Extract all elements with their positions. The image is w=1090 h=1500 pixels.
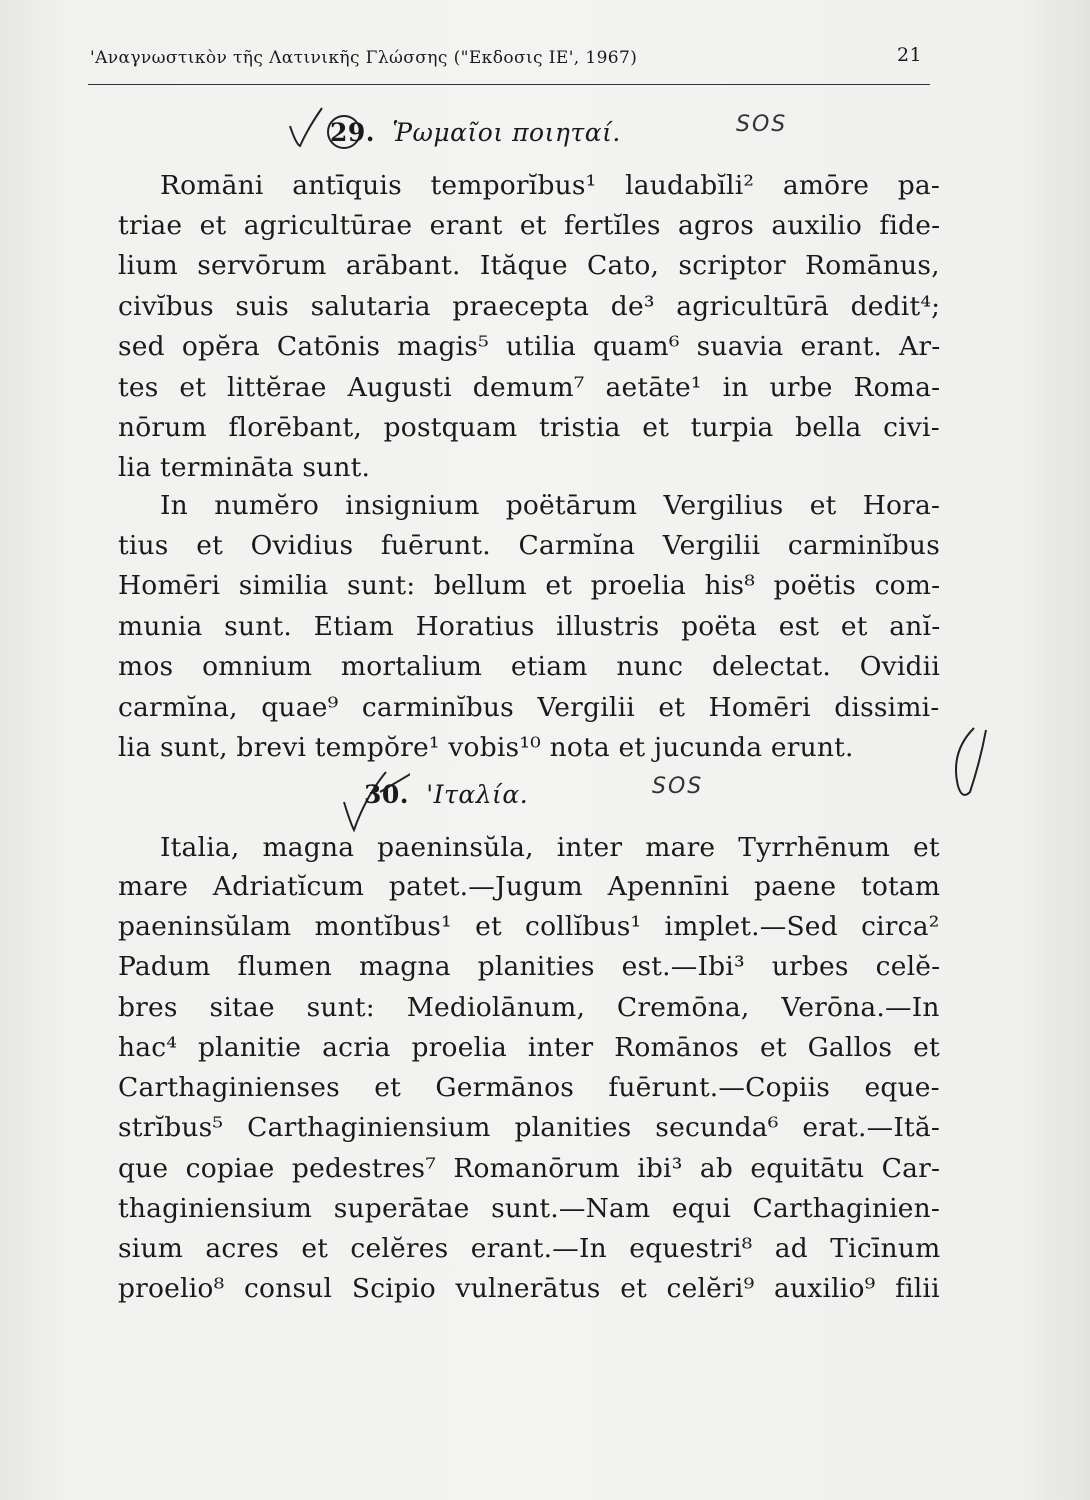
text-line: hac⁴ planitie acria proelia inter Romānos et Gallos et <box>118 1032 940 1063</box>
section-29-heading: 29. Ῥωμαῖοι ποιηταί. <box>330 118 621 147</box>
section-30-title: 'Ιταλία. <box>426 780 529 809</box>
text-line: sium acres et celĕres erant.—In equestri⁸ ad Ticīnum <box>118 1233 941 1264</box>
checkmark-29-icon <box>286 104 326 150</box>
text-line: munia sunt. Etiam Horatius illustris poëta est et anĭ- <box>118 611 941 642</box>
section-29-title: Ῥωμαῖοι ποιηταί. <box>392 118 621 147</box>
text-line: Italia, magna paeninsŭla, inter mare Tyrrhēnum et <box>160 832 940 863</box>
section-30-number: 30 <box>364 780 400 809</box>
text-line: civĭbus suis salutaria praecepta de³ agricultūrā dedit⁴; <box>118 291 941 322</box>
text-line: lia termināta sunt. <box>118 452 371 483</box>
text-line: Homēri similia sunt: bellum et proelia his⁸ poëtis com- <box>118 570 941 601</box>
text-line: Romāni antīquis temporĭbus¹ laudabĭli² amōre pa- <box>160 170 941 201</box>
margin-bracket-icon <box>944 722 994 808</box>
section-30-annotation: SOS <box>652 774 704 799</box>
text-line: proelio⁸ consul Scipio vulnerātus et celĕri⁹ auxilio⁹ filii <box>118 1273 940 1304</box>
running-header <box>88 44 930 74</box>
text-line: nōrum florēbant, postquam tristia et turpia bella civi- <box>118 412 940 443</box>
text-line: mare Adriatĭcum patet.—Jugum Apennīni paene totam <box>118 871 941 902</box>
text-line: sed opĕra Catōnis magis⁵ utilia quam⁶ suavia erant. Ar- <box>118 331 941 362</box>
text-line: lia sunt, brevi tempŏre¹ vobis¹⁰ nota et jucunda erunt. <box>118 732 854 763</box>
text-line: lium servōrum arābant. Ităque Cato, scriptor Romānus, <box>118 250 940 281</box>
text-line: mos omnium mortalium etiam nunc delectat. Ovidii <box>118 651 941 682</box>
page-number: 21 <box>897 44 922 66</box>
section-30-heading: 30. 'Ιταλία. <box>364 780 529 809</box>
text-line: bres sitae sunt: Mediolānum, Cremōna, Verōna.—In <box>118 992 940 1023</box>
header-title: 'Αναγνωστικὸν τῆς Λατινικῆς Γλώσσης ("Εκδοσις ΙΕ', 1967) <box>90 48 638 68</box>
section-29-number: 29 <box>330 118 366 147</box>
text-line: thaginiensium superātae sunt.—Nam equi Carthaginien- <box>118 1193 941 1224</box>
text-line: tes et littĕrae Augusti demum⁷ aetāte¹ in urbe Roma- <box>118 372 941 403</box>
text-line: Padum flumen magna planities est.—Ibi³ urbes celĕ- <box>118 951 941 982</box>
text-line: strĭbus⁵ Carthaginiensium planities secunda⁶ erat.—Ită- <box>118 1112 941 1143</box>
text-line: tius et Ovidius fuērunt. Carmĭna Vergilii carminĭbus <box>118 530 940 561</box>
text-line: paeninsŭlam montĭbus¹ et collĭbus¹ implet.—Sed circa² <box>118 911 940 942</box>
text-line: carmĭna, quae⁹ carminĭbus Vergilii et Homēri dissimi- <box>118 692 940 723</box>
text-line: In numĕro insignium poëtārum Vergilius et Hora- <box>160 490 941 521</box>
text-line: Carthaginienses et Germānos fuērunt.—Copiis eque- <box>118 1072 940 1103</box>
text-line: que copiae pedestres⁷ Romanōrum ibi³ ab equitātu Car- <box>118 1153 941 1184</box>
section-29-annotation: SOS <box>736 112 788 137</box>
header-rule <box>88 84 930 85</box>
text-line: triae et agricultūrae erant et fertĭles agros auxilio fide- <box>118 210 941 241</box>
